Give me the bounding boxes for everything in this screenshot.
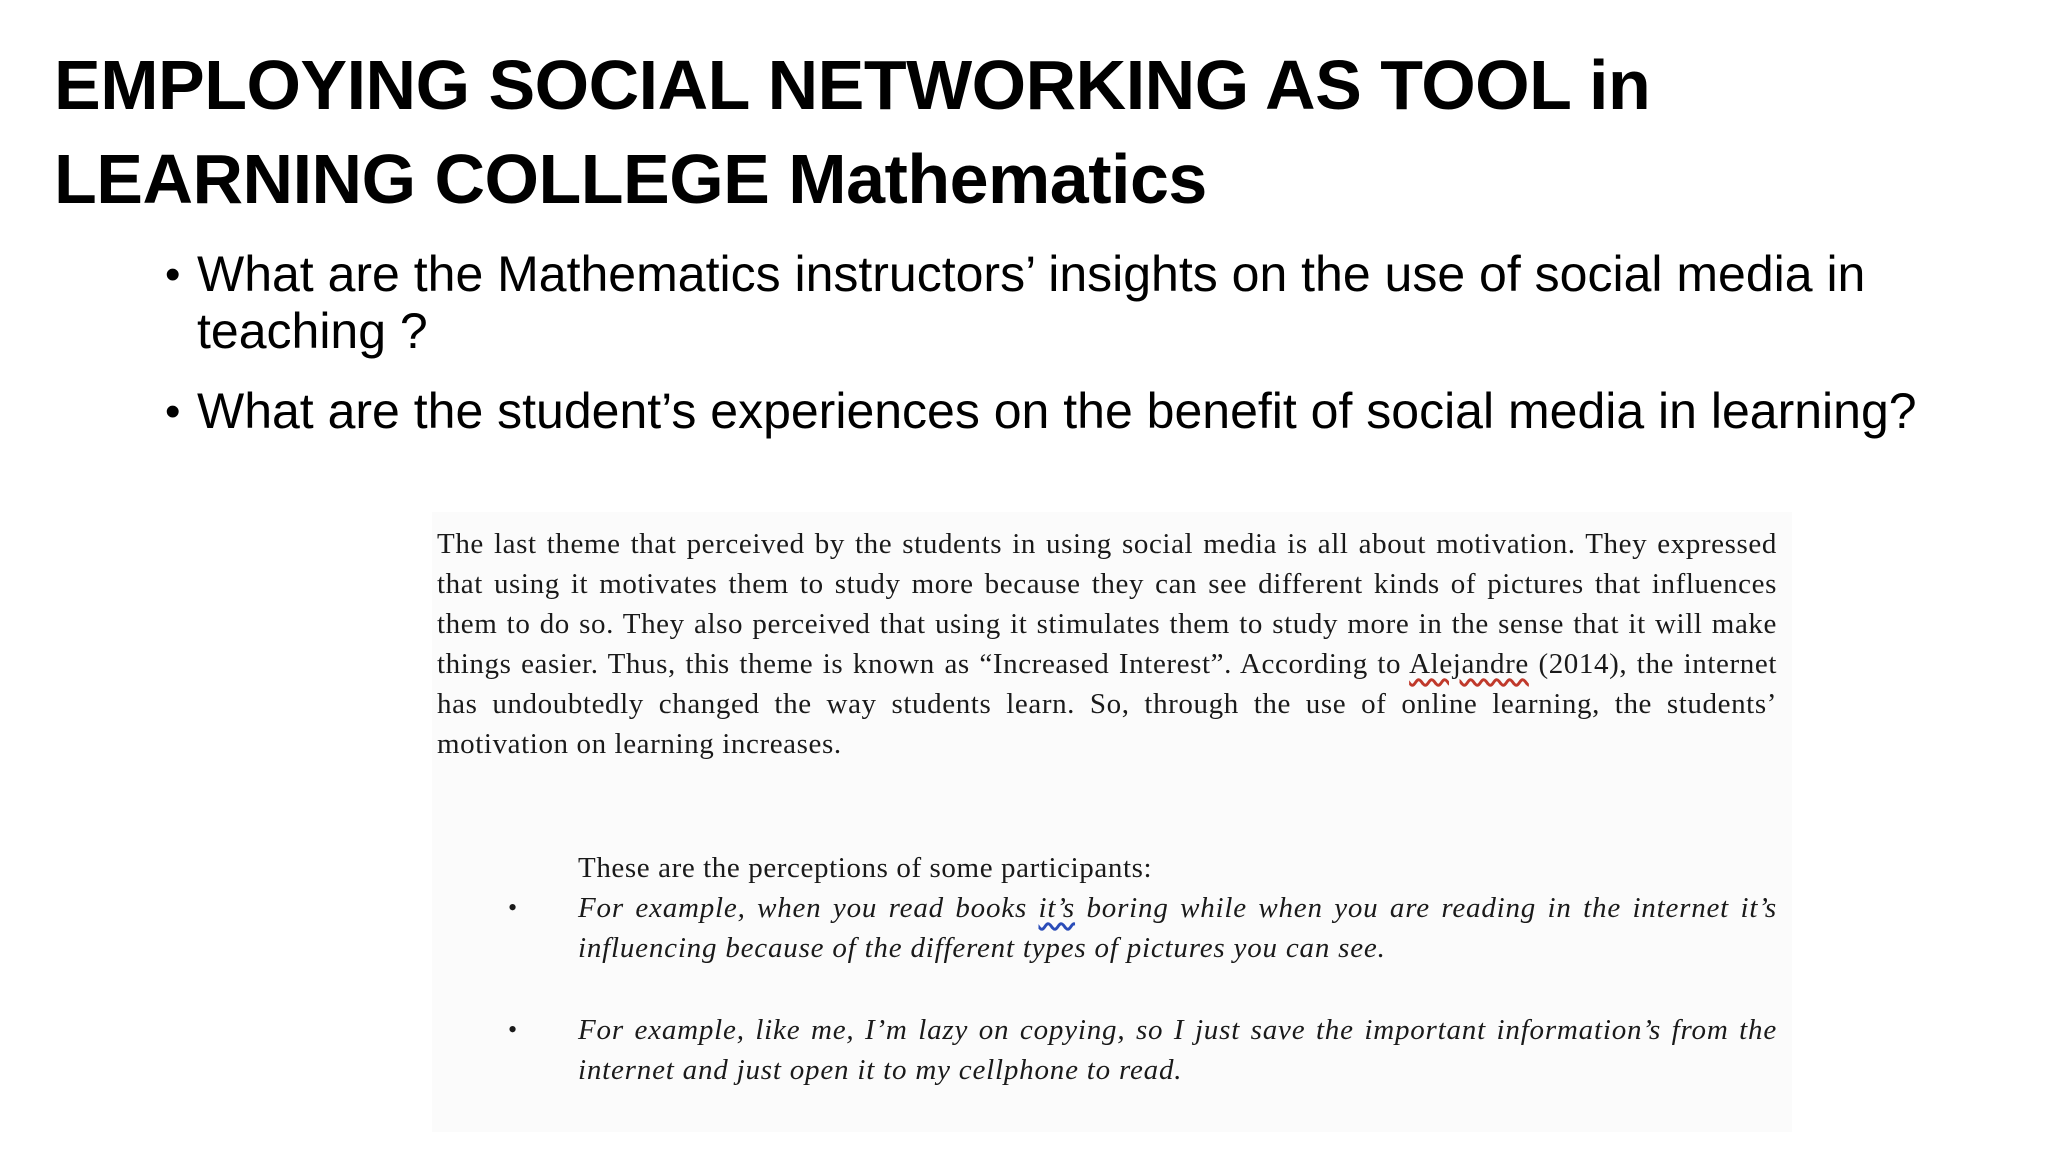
quote-bullet-marker: • (508, 1015, 518, 1044)
flagged-word: it’s (1038, 892, 1076, 924)
question-item-instructors (165, 246, 1925, 360)
excerpt-intro: These are the perceptions of some participants: (578, 852, 1153, 884)
quote-bullet-marker: • (508, 893, 518, 922)
bullet-marker: • (165, 387, 181, 436)
question-list (165, 246, 1925, 463)
quote-text-end: boring while when you are reading in the internet it’s influencing because of the different types of pictures you can see. (578, 892, 1778, 964)
excerpt-image (432, 512, 1792, 1132)
participant-quote-2: For example, like me, I’m lazy on copying, so I just save the important information’s from the internet and just open it to my cellphone to read. (578, 1014, 1777, 1086)
bullet-marker: • (165, 250, 181, 299)
question-text: What are the Mathematics instructors’ insights on the use of social media in teaching ? (197, 246, 1866, 359)
excerpt-paragraph (437, 524, 1777, 764)
citation-author: Alejandre (1409, 648, 1529, 680)
question-item-students (165, 383, 1925, 440)
question-text: What are the student’s experiences on the benefit of social media in learning? (197, 383, 1917, 439)
participant-quote-1 (578, 888, 1777, 968)
paragraph-text-start: The last theme that perceived by the students in using social media is all about motivation. They expressed that using it motivates them to study more because they can see different kinds of pictures that influences them to do so. They also perceived that using it stimulates them to study more in the sense that it will make things easier. Thus, this theme is known as “Increased Interest”. According to (437, 528, 1777, 680)
paragraph-text-end: (2014), the internet has undoubtedly changed the way students learn. So, through the use of online learning, the students’ motivation on learning increases. (437, 648, 1777, 760)
slide-title: EMPLOYING SOCIAL NETWORKING AS TOOL in LEARNING COLLEGE Mathematics (54, 46, 1651, 218)
quote-text-start: For example, when you read books (578, 892, 1039, 924)
